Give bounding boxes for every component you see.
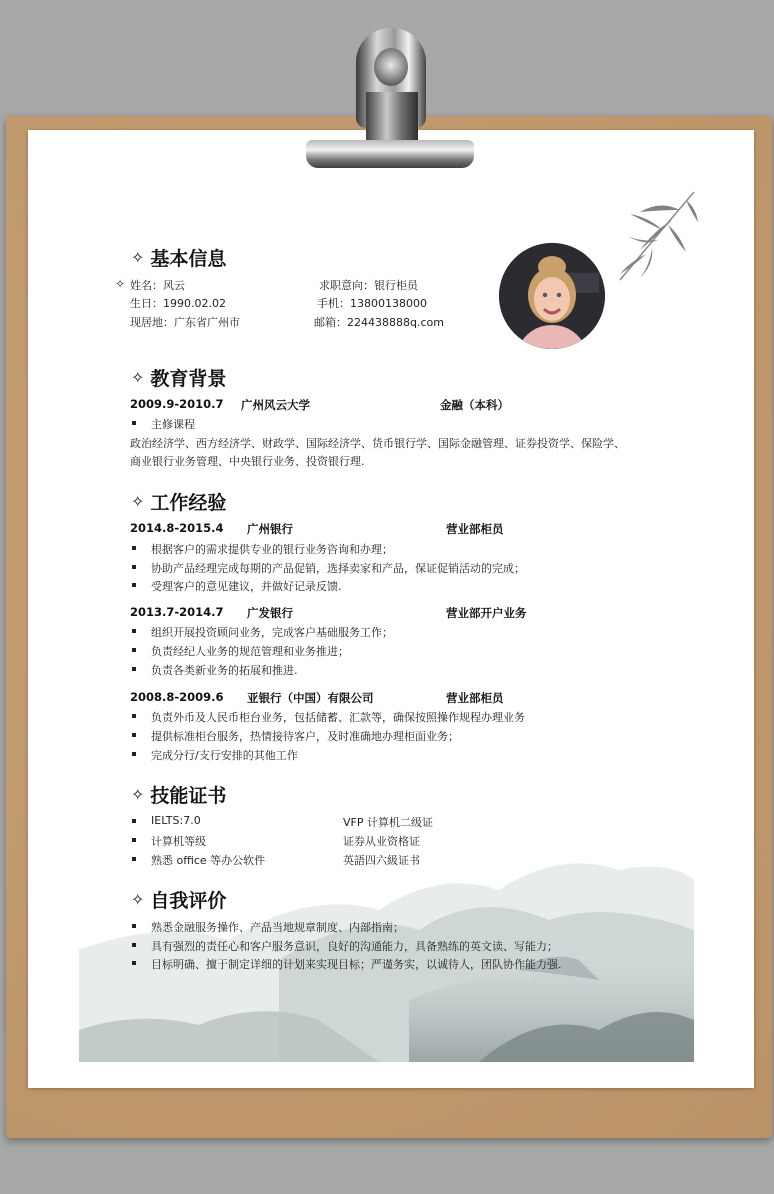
basic-intent: 求职意向：银行柜员: [319, 279, 418, 292]
skill-item: 证券从业资格证: [343, 835, 420, 848]
job-company: 广州银行: [247, 522, 293, 536]
section-title-education: ✧ 教育背景: [131, 368, 227, 390]
section-marker-icon: ✧: [131, 492, 145, 511]
edu-period: 2009.9-2010.7: [130, 397, 224, 411]
job-duty: 组织开展投资顾问业务，完成客户基础服务工作；: [151, 626, 393, 639]
edu-major: 金融（本科）: [440, 398, 509, 412]
skill-item: VFP 计算机二级证: [343, 816, 433, 829]
job-position: 营业部柜员: [446, 522, 504, 536]
job-duty: 协助产品经理完成每期的产品促销，选择卖家和产品，保证促销活动的完成；: [151, 562, 525, 575]
name-marker-icon: ✧: [115, 277, 126, 291]
section-title-skills: ✧ 技能证书: [131, 785, 227, 807]
self-item: 目标明确、擅于制定详细的计划来实现目标；严谨务实，以诚待人，团队协作能力强.: [151, 958, 562, 971]
job-duty: 负责经纪人业务的规范管理和业务推进；: [151, 645, 349, 658]
section-title-basic: ✧ 基本信息: [131, 248, 227, 270]
skill-item: IELTS:7.0: [151, 814, 201, 827]
section-marker-icon: ✧: [131, 890, 145, 909]
job-position: 营业部柜员: [446, 691, 504, 705]
edu-school: 广州风云大学: [241, 398, 310, 412]
edu-courses-label: 主修课程: [151, 418, 195, 431]
bamboo-leaves-decoration: [610, 190, 700, 290]
profile-photo: [499, 243, 605, 349]
job-period: 2013.7-2014.7: [130, 605, 224, 619]
basic-residence: 现居地：广东省广州市: [130, 316, 240, 329]
job-period: 2014.8-2015.4: [130, 521, 224, 535]
job-duty: 负责外币及人民币柜台业务，包括储蓄、汇款等，确保按照操作规程办理业务: [151, 711, 525, 724]
job-duty: 完成分行/支行安排的其他工作: [151, 749, 298, 762]
section-marker-icon: ✧: [131, 368, 145, 387]
job-duty: 负责各类新业务的拓展和推进.: [151, 664, 298, 677]
basic-phone: 手机：13800138000: [317, 297, 427, 310]
self-item: 具有强烈的责任心和客户服务意识，良好的沟通能力，具备熟练的英文读、写能力；: [151, 940, 558, 953]
skill-item: 熟悉 office 等办公软件: [151, 854, 266, 867]
skill-item: 英語四六級证书: [343, 854, 420, 867]
section-marker-icon: ✧: [131, 785, 145, 804]
binder-clip-base: [306, 140, 474, 168]
job-duty: 提供标准柜台服务，热情接待客户，及时准确地办理柜面业务；: [151, 730, 459, 743]
basic-email: 邮箱：224438888q.com: [314, 316, 444, 329]
job-company: 广发银行: [247, 606, 293, 620]
edu-courses-line2: 商业银行业务管理、中央银行业务、投资银行理.: [130, 455, 365, 468]
section-marker-icon: ✧: [131, 248, 145, 267]
job-company: 亚银行（中国）有限公司: [247, 691, 374, 705]
binder-clip-hole: [374, 48, 408, 86]
basic-name: 姓名：风云: [130, 279, 185, 292]
job-position: 营业部开户业务: [446, 606, 527, 620]
self-item: 熟悉金融服务操作、产品当地规章制度、内部指南；: [151, 921, 404, 934]
binder-clip-neck: [366, 92, 418, 146]
job-duty: 受理客户的意见建议，并做好记录反馈.: [151, 580, 342, 593]
basic-birth: 生日：1990.02.02: [130, 297, 226, 310]
edu-courses-line1: 政治经济学、西方经济学、财政学、国际经济学、货币银行学、国际金融管理、证券投资学、保险学、: [130, 437, 625, 450]
section-title-work: ✧ 工作经验: [131, 492, 227, 514]
skill-item: 计算机等级: [151, 835, 206, 848]
job-period: 2008.8-2009.6: [130, 690, 224, 704]
job-duty: 根据客户的需求提供专业的银行业务咨询和办理；: [151, 543, 393, 556]
section-title-self: ✧ 自我评价: [131, 890, 227, 912]
